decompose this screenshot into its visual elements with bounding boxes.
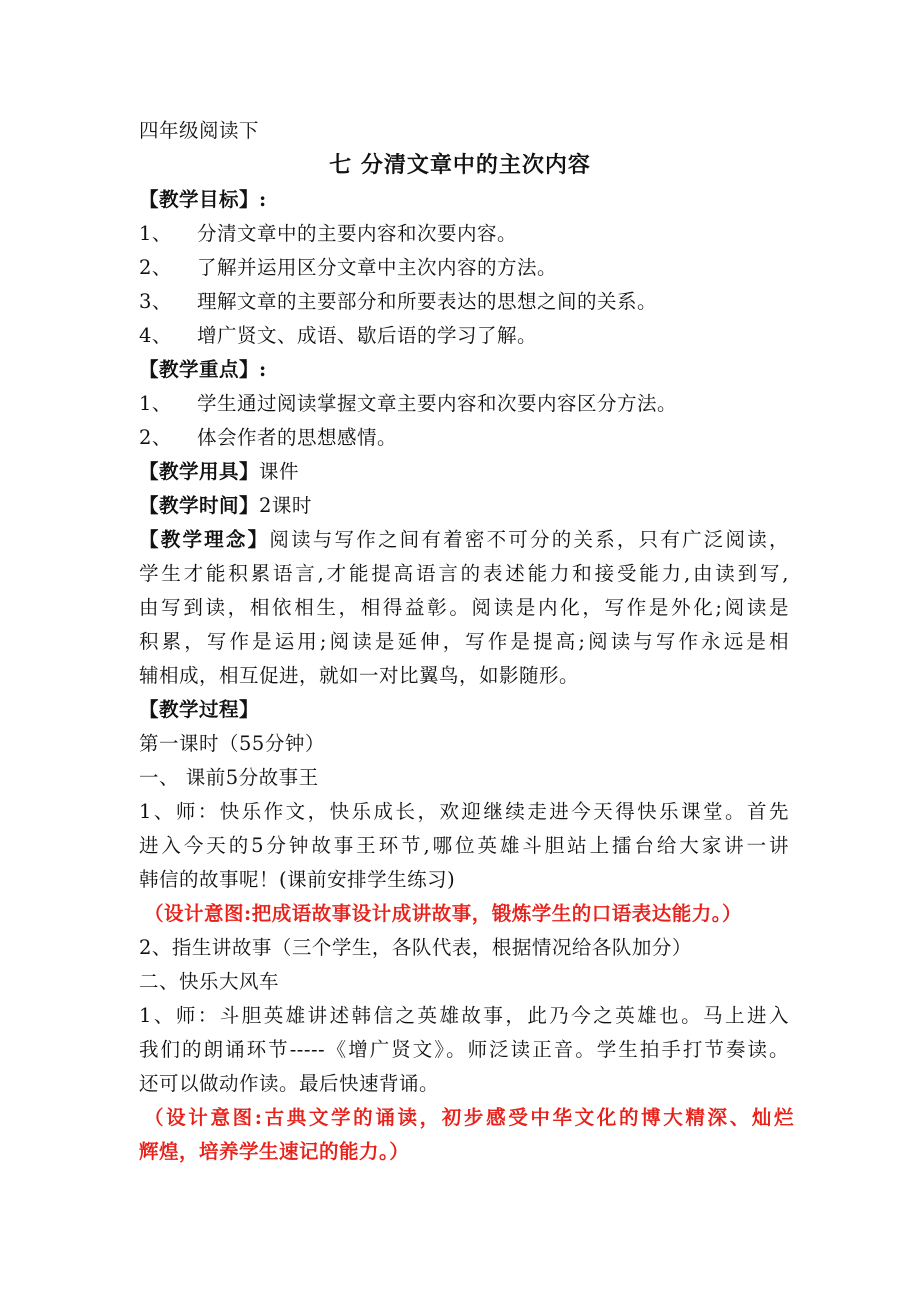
paragraph-line: 韩信的故事呢！(课前安排学生练习) bbox=[139, 868, 456, 891]
time-text: 2课时 bbox=[259, 494, 312, 517]
goal-item bbox=[139, 217, 789, 251]
goal-text: 分清文章中的主要内容和次要内容。 bbox=[197, 222, 518, 245]
paragraph-line: 还可以做动作读。最后快速背诵。 bbox=[139, 1072, 440, 1095]
goal-num: 1、 bbox=[139, 222, 172, 245]
tools-text: 课件 bbox=[259, 460, 300, 483]
philosophy-line bbox=[139, 523, 789, 557]
philosophy-line: 由写到读，相依相生，相得益彰。阅读是内化，写作是外化;阅读是 bbox=[139, 596, 789, 619]
focus-text: 体会作者的思想感情。 bbox=[197, 426, 398, 449]
philosophy-line: 积累，写作是运用;阅读是延伸，写作是提高;阅读与写作永远是相 bbox=[139, 630, 789, 653]
lesson-title: 七 分清文章中的主次内容 bbox=[329, 152, 591, 178]
design-intent-note: 辉煌，培养学生速记的能力。） bbox=[139, 1140, 410, 1163]
tools-heading: 【教学用具】 bbox=[139, 460, 260, 483]
goal-item bbox=[139, 251, 789, 285]
paragraph-line: 1、师：快乐作文，快乐成长，欢迎继续走进今天得快乐课堂。首先 bbox=[139, 800, 789, 823]
philosophy-line: 辅相成，相互促进，就如一对比翼鸟，如影随形。 bbox=[139, 664, 580, 687]
part1-heading: 一、 课前5分故事王 bbox=[139, 766, 319, 789]
goal-num: 2、 bbox=[139, 256, 172, 279]
focus-num: 2、 bbox=[139, 426, 172, 449]
doc-subtitle: 四年级阅读下 bbox=[139, 119, 260, 142]
goal-text: 了解并运用区分文章中主次内容的方法。 bbox=[197, 256, 558, 279]
focus-item bbox=[139, 387, 789, 421]
focus-item bbox=[139, 421, 789, 455]
part2-heading: 二、快乐大风车 bbox=[139, 970, 280, 993]
focus-text: 学生通过阅读掌握文章主要内容和次要内容区分方法。 bbox=[197, 392, 678, 415]
focus-num: 1、 bbox=[139, 392, 172, 415]
design-intent-note: （设计意图:把成语故事设计成讲故事，锻炼学生的口语表达能力。） bbox=[144, 902, 742, 925]
goal-text: 增广贤文、成语、歇后语的学习了解。 bbox=[197, 324, 538, 347]
goal-item bbox=[139, 319, 789, 353]
time-line bbox=[139, 489, 789, 523]
lesson1-label: 第一课时（55分钟） bbox=[139, 732, 325, 755]
goal-item bbox=[139, 285, 789, 319]
philosophy-line: 学生才能积累语言,才能提高语言的表述能力和接受能力,由读到写, bbox=[139, 562, 789, 585]
paragraph-line: 我们的朗诵环节-----《增广贤文》。师泛读正音。学生拍手打节奏读。 bbox=[139, 1038, 789, 1061]
tools-line bbox=[139, 455, 789, 489]
focus-heading: 【教学重点】: bbox=[139, 358, 267, 381]
time-heading: 【教学时间】 bbox=[139, 494, 260, 517]
process-heading: 【教学过程】 bbox=[139, 698, 260, 721]
paragraph-line: 进入今天的5分钟故事王环节,哪位英雄斗胆站上擂台给大家讲一讲 bbox=[139, 834, 789, 857]
goals-heading: 【教学目标】: bbox=[139, 188, 267, 211]
design-intent-note: （设计意图:古典文学的诵读，初步感受中华文化的博大精深、灿烂 bbox=[144, 1106, 794, 1129]
philosophy-heading: 【教学理念】 bbox=[139, 528, 270, 551]
philosophy-text: 阅读与写作之间有着密不可分的关系，只有广泛阅读， bbox=[269, 528, 789, 551]
paragraph-line: 2、指生讲故事（三个学生，各队代表，根据情况给各队加分） bbox=[139, 936, 692, 959]
paragraph-line: 1、师：斗胆英雄讲述韩信之英雄故事，此乃今之英雄也。马上进入 bbox=[139, 1004, 789, 1027]
goal-num: 4、 bbox=[139, 324, 172, 347]
goal-text: 理解文章的主要部分和所要表达的思想之间的关系。 bbox=[197, 290, 658, 313]
goal-num: 3、 bbox=[139, 290, 172, 313]
